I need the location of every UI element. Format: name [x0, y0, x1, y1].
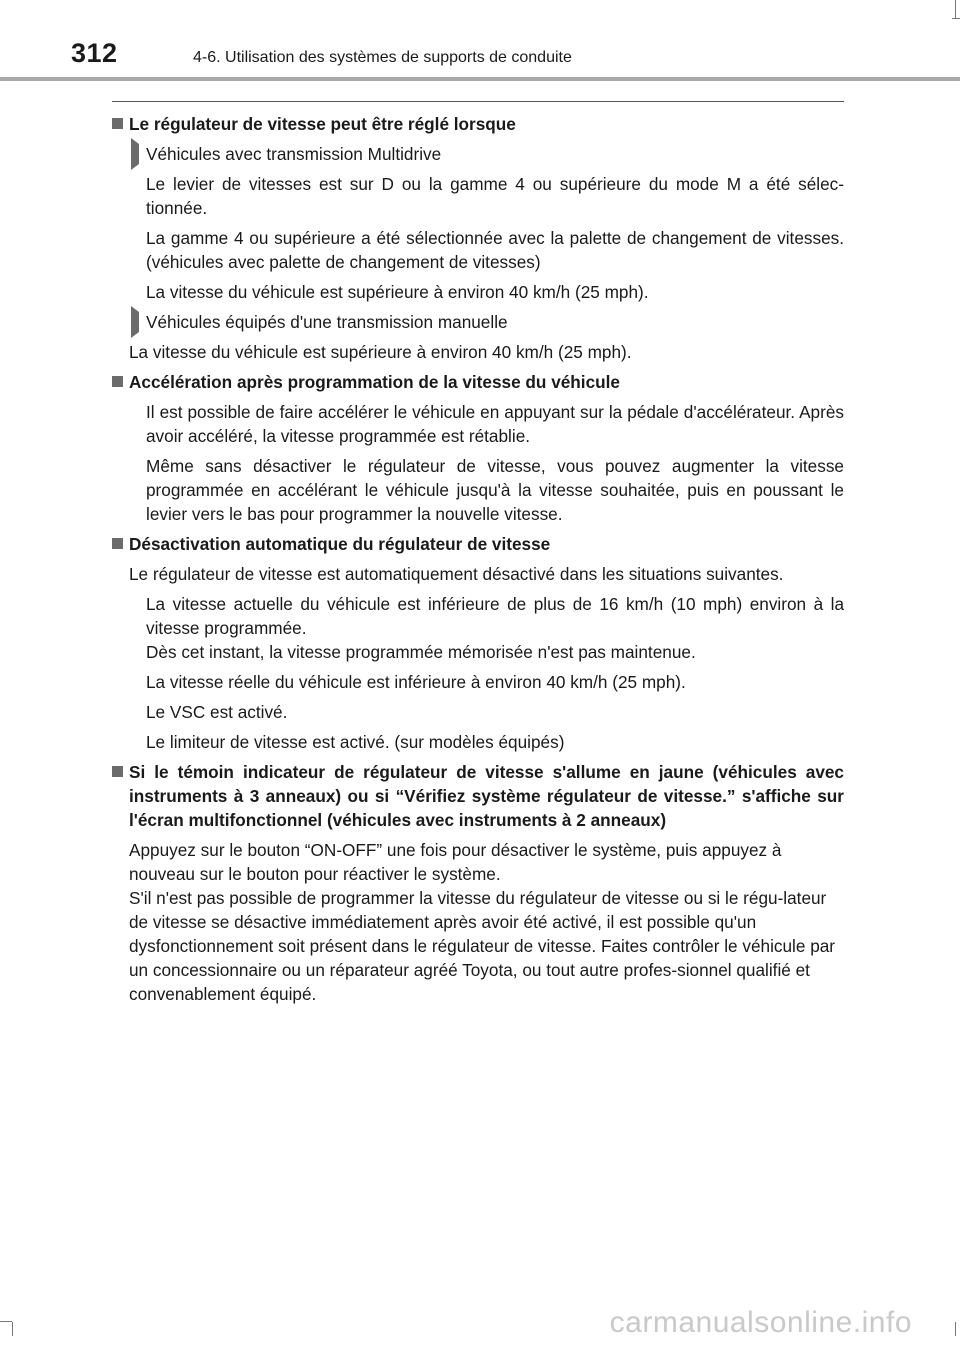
bullet-item: Le limiteur de vitesse est activé. (sur modèles équipés): [146, 732, 565, 752]
page-number: 312: [71, 38, 118, 68]
section-heading: [112, 112, 844, 136]
arrow-right-icon: [131, 306, 139, 338]
section-title: Accélération après programmation de la vitesse du véhicule: [129, 372, 620, 392]
paragraph: Appuyez sur le bouton “ON-OFF” une fois pour désactiver le système, puis appuyez à nouveau sur le bouton pour réactiver le système. S'il n'est pas possible de programmer la vitesse du régulateur de vitesse ou si le régu-lateur de vitesse se désactive immédiatement après avoir été activé, il est possible qu'un dysfonctionnement soit présent dans le régulateur de vitesse. Faites contrôler le véhicule par un concessionnaire ou un réparateur agréé Toyota, ou tout autre profes-sionnel qualifié et convenablement équipé.: [129, 840, 836, 1004]
section-heading: [112, 370, 844, 394]
square-bullet-icon: [112, 118, 123, 129]
page-content: [112, 112, 844, 1012]
section-heading: [112, 532, 844, 556]
header-rule: [0, 77, 960, 81]
paragraph: La vitesse du véhicule est supérieure à environ 40 km/h (25 mph).: [129, 342, 632, 362]
watermark: carmanualsonline.info: [609, 1306, 912, 1339]
page-header: [0, 0, 960, 84]
crop-mark: [955, 1322, 956, 1336]
content-rule: [112, 101, 844, 102]
bullet-item: La vitesse du véhicule est supérieure à environ 40 km/h (25 mph).: [146, 282, 649, 302]
section-title: Désactivation automatique du régulateur de vitesse: [129, 534, 551, 554]
bullet-item: Le VSC est activé.: [146, 702, 288, 722]
square-bullet-icon: [112, 538, 123, 549]
subheading-multidrive: Véhicules avec transmission Multidrive: [129, 142, 844, 166]
square-bullet-icon: [112, 376, 123, 387]
arrow-right-icon: [131, 138, 139, 170]
crop-mark: [952, 18, 960, 19]
crop-mark: [0, 1321, 12, 1322]
bullet-item: La gamme 4 ou supérieure a été sélectionnée avec la palette de changement de vitesses. (véhicules avec palette de changement de vitesses): [146, 228, 844, 272]
subheading-manual: Véhicules équipés d'une transmission manuelle: [129, 310, 844, 334]
section-title: Si le témoin indicateur de régulateur de vitesse s'allume en jaune (véhicules avec instruments à 3 anneaux) ou si “Vérifiez système régulateur de vitesse.” s'affiche sur l'écran multifonctionnel (véhicules avec instruments à 2 anneaux): [129, 762, 844, 830]
crop-mark: [12, 1322, 13, 1336]
chapter-title: 4-6. Utilisation des systèmes de supports de conduite: [193, 49, 572, 66]
crop-mark: [955, 0, 956, 18]
section-title: Le régulateur de vitesse peut être réglé lorsque: [129, 114, 516, 134]
square-bullet-icon: [112, 766, 123, 777]
bullet-item: La vitesse actuelle du véhicule est inférieure de plus de 16 km/h (10 mph) environ à la vitesse programmée. Dès cet instant, la vitesse programmée mémorisée n'est pas maintenue.: [146, 594, 844, 662]
paragraph: Le régulateur de vitesse est automatiquement désactivé dans les situations suivantes.: [129, 564, 784, 584]
bullet-item: La vitesse réelle du véhicule est inférieure à environ 40 km/h (25 mph).: [146, 672, 686, 692]
bullet-item: Il est possible de faire accélérer le véhicule en appuyant sur la pédale d'accélérateur. Après avoir accéléré, la vitesse programmée est rétablie.: [146, 402, 844, 446]
bullet-item: Même sans désactiver le régulateur de vitesse, vous pouvez augmenter la vitesse programmée en accélérant le véhicule jusqu'à la vitesse souhaitée, puis en poussant le levier vers le bas pour programmer la nouvelle vitesse.: [146, 456, 844, 524]
section-heading: [112, 760, 844, 832]
bullet-item: Le levier de vitesses est sur D ou la gamme 4 ou supérieure du mode M a été sélec-tionnée.: [146, 174, 844, 218]
